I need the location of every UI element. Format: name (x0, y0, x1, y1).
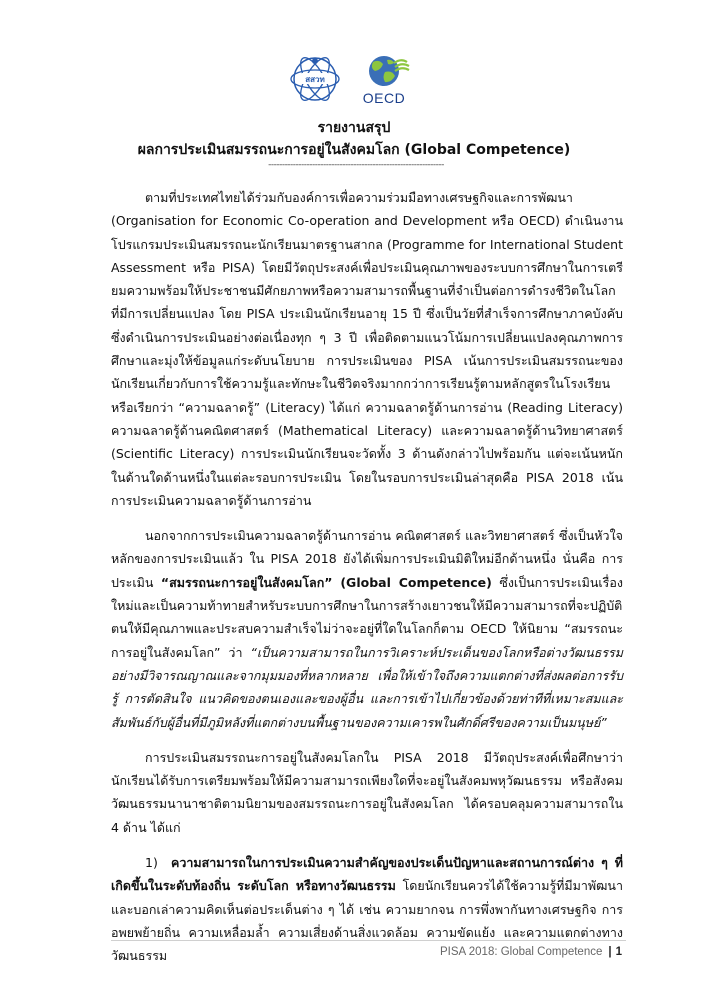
bold-term: “สมรรถนะการอยู่ในสังคมโลก” (Global Competence) (160, 574, 492, 590)
page-number: 1 (615, 946, 622, 958)
footer-label: PISA 2018: Global Competence (439, 946, 603, 958)
page-footer (440, 946, 622, 958)
item-number: 1) (145, 855, 158, 871)
item-heading: ความสามารถในการประเมินความสำคัญของประเด็นปัญหาและสถานการณ์ต่าง ๆ ที่เกิดขึ้นในระดับท้องถิ่น ระดับโลก หรือทางวัฒนธรรม (111, 855, 623, 894)
oecd-logo-text: OECD (362, 90, 406, 106)
ipst-logo-text: สสวท (305, 75, 325, 84)
item-text: โดยนักเรียนควรได้ใช้ความรู้ที่มีมาพัฒนาและบอกเล่าความคิดเห็นต่อประเด็นต่าง ๆ ได้ เช่น ความยากจน การพึ่งพากันทางเศรษฐกิจ การอพยพย้ายถิ่น ความเหลื่อมล้ำ ความเสี่ยงด้านสิ่งแวดล้อม ความขัดแย้ง และความแตกต่างทางวัฒนธรรม (111, 878, 623, 964)
logo-bar (0, 50, 708, 106)
report-title: รายงานสรุป (317, 120, 391, 136)
ipst-logo-icon (287, 52, 343, 106)
paragraph-objective: การประเมินสมรรถนะการอยู่ในสังคมโลกใน PISA 2018 มีวัตถุประสงค์เพื่อศึกษาว่านักเรียนได้รับการเตรียมพร้อมให้มีความสามารถเพียงใดที่จะอยู่ในสังคมพหุวัฒนธรรม หรือสังคมวัฒนธรรมนานาชาติตามนิยามของสมรรถนะการอยู่ในสังคมโลก ได้ครอบคลุมความสามารถใน 4 ด้าน ได้แก่ (111, 749, 623, 835)
footer-divider (111, 940, 626, 941)
footer-separator: | (608, 946, 612, 958)
paragraph-text: นอกจากการประเมินความฉลาดรู้ด้านการอ่าน คณิตศาสตร์ และวิทยาศาสตร์ ซึ่งเป็นหัวใจหลักของการประเมินแล้ว ใน PISA 2018 ยังได้เพิ่มการประเมินมิติใหม่อีกด้านหนึ่ง นั่นคือ การประเมิน (111, 528, 623, 590)
report-subtitle: ผลการประเมินสมรรถนะการอยู่ในสังคมโลก (Global Competence) (137, 142, 571, 158)
paragraph-global-competence (111, 524, 623, 734)
document-body (111, 186, 623, 980)
paragraph-intro: ตามที่ประเทศไทยได้ร่วมกับองค์การเพื่อความร่วมมือทางเศรษฐกิจและการพัฒนา (Organisation for Economic Co-operation and Development หรือ OECD) ดำเนินงานโปรแกรมประเมินสมรรถนะนักเรียนมาตรฐานสากล (Programme for International Student Assessment หรือ PISA) โดยมีวัตถุประสงค์เพื่อประเมินคุณภาพของระบบการศึกษาในการเตรียมความพร้อมให้ประชาชนมีศักยภาพหรือความสามารถพื้นฐานที่จำเป็นต่อการดำรงชีวิตในโลกที่มีการเปลี่ยนแปลง โดย PISA ประเมินนักเรียนอายุ 15 ปี ซึ่งเป็นวัยที่สำเร็จการศึกษาภาคบังคับ ซึ่งดำเนินการประเมินอย่างต่อเนื่องทุก ๆ 3 ปี เพื่อติดตามแนวโน้มการเปลี่ยนแปลงคุณภาพการศึกษาและมุ่งให้ข้อมูลแก่ระดับนโยบาย การประเมินของ PISA เน้นการประเมินสมรรถนะของนักเรียนเกี่ยวกับการใช้ความรู้และทักษะในชีวิตจริงมากกว่าการเรียนรู้ตามหลักสูตรในโรงเรียน หรือเรียกว่า “ความฉลาดรู้” (Literacy) ได้แก่ ความฉลาดรู้ด้านการอ่าน (Reading Literacy) ความฉลาดรู้ด้านคณิตศาสตร์ (Mathematical Literacy) และความฉลาดรู้ด้านวิทยาศาสตร์ (Scientific Literacy) การประเมินนักเรียนจะวัดทั้ง 3 ด้านดังกล่าวไปพร้อมกัน แต่จะเน้นหนักในด้านใดด้านหนึ่งในแต่ละรอบการประเมิน โดยในรอบการประเมินล่าสุดคือ PISA 2018 เน้นการประเมินความฉลาดรู้ด้านการอ่าน (111, 190, 623, 508)
definition-quote: “เป็นความสามารถในการวิเคราะห์ประเด็นของโลกหรือต่างวัฒนธรรมอย่างมีวิจารณญาณและจากมุมมองที่หลากหลาย เพื่อให้เข้าใจถึงความแตกต่างที่ส่งผลต่อการรับรู้ การตัดสินใจ แนวคิดของตนเองและของผู้อื่น และการเข้าไปเกี่ยวข้องด้วยท่าทีที่เหมาะสมและสัมพันธ์กับผู้อื่นที่มีภูมิหลังที่แตกต่างบนพื้นฐานของความเคารพในศักดิ์ศรีของความเป็นมนุษย์” (111, 644, 623, 730)
paragraph-text: ซึ่งเป็นการประเมินเรื่องใหม่และเป็นความท้าทายสำหรับระบบการศึกษาในการสร้างเยาวชนให้มีความสามารถที่จะปฏิบัติตนให้มีคุณภาพและประสบความสำเร็จไม่ว่าจะอยู่ที่ใดในโลกก็ตาม OECD ให้นิยาม “สมรรถนะการอยู่ในสังคมโลก” ว่า (111, 574, 623, 660)
title-divider: ---------------------------------------------------------------- (268, 160, 444, 170)
